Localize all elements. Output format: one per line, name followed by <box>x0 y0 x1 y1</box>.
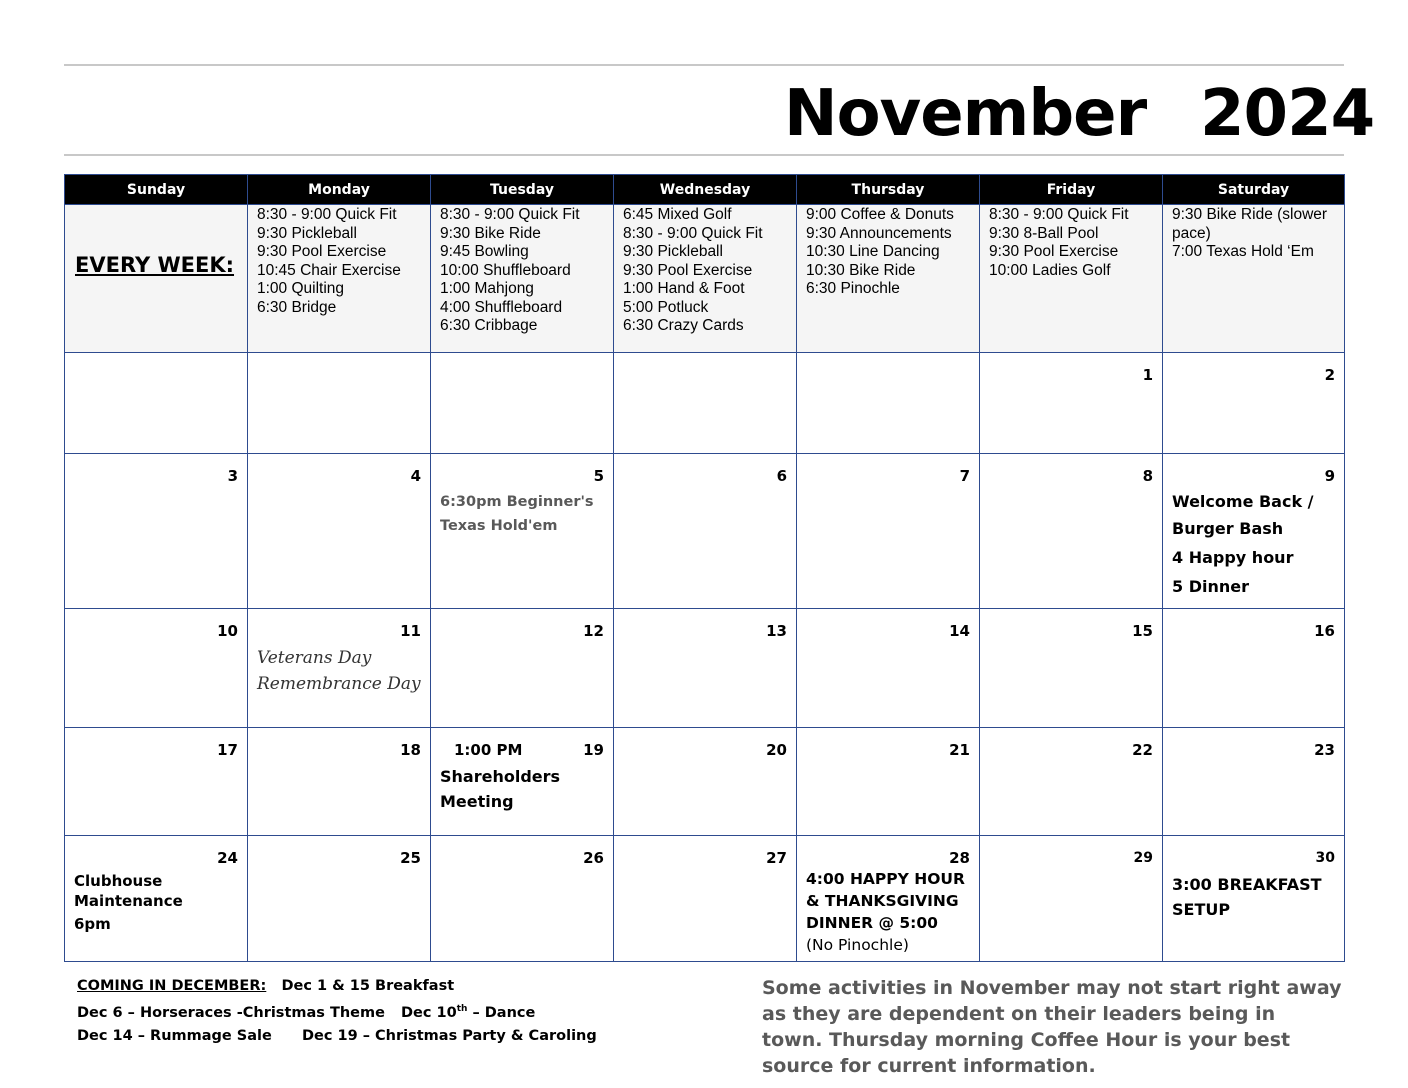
day-number: 15 <box>1132 622 1153 640</box>
top-rule <box>64 64 1344 66</box>
weekly-item: 6:30 Cribbage <box>440 317 538 334</box>
day-cell-empty <box>248 353 431 454</box>
event-line: Remembrance Day <box>257 674 421 694</box>
title-rule <box>64 154 1344 156</box>
day-cell-17 <box>65 728 248 836</box>
weekday-thursday: Thursday <box>797 175 980 205</box>
weekly-item: 9:30 8-Ball Pool <box>989 224 1099 242</box>
day-number: 6 <box>776 467 787 485</box>
weekly-item: 1:00 Hand & Foot <box>623 280 745 297</box>
day-cell-24 <box>65 836 248 962</box>
weekly-item: 8:30 - 9:00 Quick Fit <box>989 206 1129 223</box>
weekly-item: 10:00 Ladies Golf <box>989 261 1111 279</box>
day-number: 9 <box>1324 467 1335 485</box>
day-cell-21 <box>797 728 980 836</box>
coming-item: Dec 1 & 15 Breakfast <box>281 978 455 994</box>
day-cell-empty <box>797 353 980 454</box>
day-cell-3 <box>65 454 248 609</box>
day-cell-2 <box>1163 353 1345 454</box>
weekly-item: 6:30 Bridge <box>257 298 337 316</box>
day-cell-4 <box>248 454 431 609</box>
event-clubhouse-maintenance <box>65 868 247 934</box>
day-number: 17 <box>217 741 238 759</box>
day-cell-29 <box>980 836 1163 962</box>
day-number: 1 <box>1142 366 1153 384</box>
event-line: 4 Happy hour <box>1172 548 1294 567</box>
day-number: 16 <box>1314 622 1335 640</box>
every-week-friday <box>980 205 1163 353</box>
day-number: 11 <box>400 622 421 640</box>
every-week-saturday <box>1163 205 1345 353</box>
calendar-grid <box>64 174 1345 962</box>
coming-item: Dec 14 – Rummage Sale <box>77 1027 272 1044</box>
day-cell-empty <box>614 353 797 454</box>
weekly-item: 9:00 Coffee & Donuts <box>806 206 954 223</box>
event-burger-bash <box>1163 486 1344 600</box>
weekly-item: 6:30 Crazy Cards <box>623 317 744 334</box>
day-cell-1 <box>980 353 1163 454</box>
event-veterans-day <box>248 641 430 697</box>
weekly-item: 9:30 Bike Ride <box>440 224 541 242</box>
day-cell-23 <box>1163 728 1345 836</box>
weekly-item: 7:00 Texas Hold ‘Em <box>1172 243 1314 260</box>
event-line: Meeting <box>440 792 514 811</box>
event-line: Welcome Back / <box>1172 492 1314 511</box>
day-cell-7 <box>797 454 980 609</box>
day-number: 24 <box>217 849 238 867</box>
event-line: 6:30pm Beginner's <box>440 494 594 510</box>
month-title: November <box>784 77 1147 151</box>
event-line: Maintenance <box>74 892 183 910</box>
weekly-item: 9:30 Pickleball <box>257 224 357 242</box>
day-number: 28 <box>949 849 970 867</box>
weekly-item: 9:45 Bowling <box>440 243 529 260</box>
day-number: 19 <box>583 741 604 759</box>
day-cell-5 <box>431 454 614 609</box>
day-cell-11 <box>248 609 431 728</box>
day-number: 14 <box>949 622 970 640</box>
weekly-item: 8:30 - 9:00 Quick Fit <box>623 224 763 242</box>
day-cell-6 <box>614 454 797 609</box>
event-note: (No Pinochle) <box>806 936 909 954</box>
day-number: 18 <box>400 741 421 759</box>
coming-item: Dec 10th – Dance <box>401 1004 536 1021</box>
every-week-monday <box>248 205 431 353</box>
every-week-tuesday <box>431 205 614 353</box>
day-cell-30 <box>1163 836 1345 962</box>
weekly-item: 10:30 Bike Ride <box>806 261 916 279</box>
every-week-thursday <box>797 205 980 353</box>
day-cell-25 <box>248 836 431 962</box>
weekly-item: 1:00 Mahjong <box>440 280 534 297</box>
day-cell-18 <box>248 728 431 836</box>
day-cell-15 <box>980 609 1163 728</box>
event-breakfast-setup <box>1163 868 1344 922</box>
day-cell-9 <box>1163 454 1345 609</box>
event-line: Burger Bash <box>1172 519 1284 538</box>
event-line: 4:00 HAPPY HOUR <box>806 870 965 888</box>
day-cell-13 <box>614 609 797 728</box>
day-number: 20 <box>766 741 787 759</box>
every-week-row <box>65 205 1345 353</box>
weekly-item: 9:30 Bike Ride (slower pace) <box>1172 206 1328 242</box>
day-cell-28 <box>797 836 980 962</box>
event-line: SETUP <box>1172 900 1231 919</box>
weekly-item: 9:30 Pool Exercise <box>989 243 1119 260</box>
event-line: 6pm <box>74 915 111 933</box>
event-line: 3:00 BREAKFAST <box>1172 875 1322 894</box>
coming-item: Dec 19 – Christmas Party & Caroling <box>302 1027 597 1044</box>
day-number: 29 <box>1133 850 1153 866</box>
event-line: Texas Hold'em <box>440 518 558 534</box>
weekly-item: 6:30 Pinochle <box>806 280 900 297</box>
day-number: 4 <box>410 467 421 485</box>
coming-row-3 <box>77 1025 597 1048</box>
weekly-item: 10:45 Chair Exercise <box>257 261 401 279</box>
event-line: DINNER @ 5:00 <box>806 914 938 932</box>
year-title: 2024 <box>1200 77 1375 151</box>
day-number: 7 <box>959 467 970 485</box>
day-number: 27 <box>766 849 787 867</box>
activities-note: Some activities in November may not start right away as they are dependent on their leaders being in town. Thursday morning Coffee Hour is your best source for current information. <box>762 977 1342 1077</box>
coming-label: COMING IN DECEMBER: <box>77 978 267 994</box>
day-number: 3 <box>227 467 238 485</box>
weekly-item: 9:30 Pickleball <box>623 243 723 260</box>
coming-row-1 <box>77 975 597 998</box>
weekly-item: 9:30 Pool Exercise <box>257 243 387 260</box>
day-cell-10 <box>65 609 248 728</box>
day-number: 23 <box>1314 741 1335 759</box>
day-cell-8 <box>980 454 1163 609</box>
week-row-1 <box>65 353 1345 454</box>
weekly-item: 5:00 Potluck <box>623 298 709 316</box>
weekday-monday: Monday <box>248 175 431 205</box>
week-row-5 <box>65 836 1345 962</box>
day-number: 25 <box>400 849 421 867</box>
day-number: 30 <box>1315 850 1335 866</box>
coming-in-december <box>77 975 597 1048</box>
event-texas-holdem <box>431 486 613 538</box>
weekday-wednesday: Wednesday <box>614 175 797 205</box>
week-row-4 <box>65 728 1345 836</box>
coming-row-2 <box>77 998 597 1025</box>
weekday-friday: Friday <box>980 175 1163 205</box>
weekly-item: 8:30 - 9:00 Quick Fit <box>257 206 397 223</box>
day-number: 13 <box>766 622 787 640</box>
event-line: & THANKSGIVING <box>806 892 959 910</box>
event-line: Shareholders <box>440 767 561 786</box>
event-thanksgiving-dinner <box>797 868 979 956</box>
weekday-sunday: Sunday <box>65 175 248 205</box>
weekly-item: 6:45 Mixed Golf <box>623 206 732 223</box>
event-shareholders-meeting <box>431 760 613 814</box>
day-cell-16 <box>1163 609 1345 728</box>
day-cell-empty <box>65 353 248 454</box>
event-line: Veterans Day <box>257 648 372 668</box>
day-cell-27 <box>614 836 797 962</box>
weekly-item: 4:00 Shuffleboard <box>440 298 563 316</box>
day-cell-12 <box>431 609 614 728</box>
day-cell-20 <box>614 728 797 836</box>
every-week-label: EVERY WEEK: <box>75 253 235 277</box>
day-cell-22 <box>980 728 1163 836</box>
event-time: 1:00 PM <box>454 741 523 759</box>
every-week-wednesday <box>614 205 797 353</box>
day-cell-26 <box>431 836 614 962</box>
day-number: 2 <box>1324 366 1335 384</box>
weekday-tuesday: Tuesday <box>431 175 614 205</box>
day-number: 10 <box>217 622 238 640</box>
day-number: 8 <box>1142 467 1153 485</box>
day-number: 22 <box>1132 741 1153 759</box>
weekly-item: 10:00 Shuffleboard <box>440 261 571 279</box>
day-number: 12 <box>583 622 604 640</box>
weekday-header-row <box>65 175 1345 205</box>
weekday-saturday: Saturday <box>1163 175 1345 205</box>
week-row-3 <box>65 609 1345 728</box>
day-number: 5 <box>593 467 604 485</box>
event-line: Clubhouse <box>74 872 163 890</box>
weekly-item: 1:00 Quilting <box>257 280 345 297</box>
event-line: 5 Dinner <box>1172 577 1249 596</box>
weekly-item: 10:30 Line Dancing <box>806 243 940 260</box>
day-cell-14 <box>797 609 980 728</box>
weekly-item: 9:30 Announcements <box>806 224 952 242</box>
weekly-item: 9:30 Pool Exercise <box>623 261 753 279</box>
coming-item: Dec 6 – Horseraces -Christmas Theme <box>77 1004 385 1021</box>
day-number: 21 <box>949 741 970 759</box>
day-cell-empty <box>431 353 614 454</box>
weekly-item: 8:30 - 9:00 Quick Fit <box>440 206 580 223</box>
week-row-2 <box>65 454 1345 609</box>
every-week-label-cell <box>65 205 248 353</box>
day-number: 26 <box>583 849 604 867</box>
day-cell-19 <box>431 728 614 836</box>
